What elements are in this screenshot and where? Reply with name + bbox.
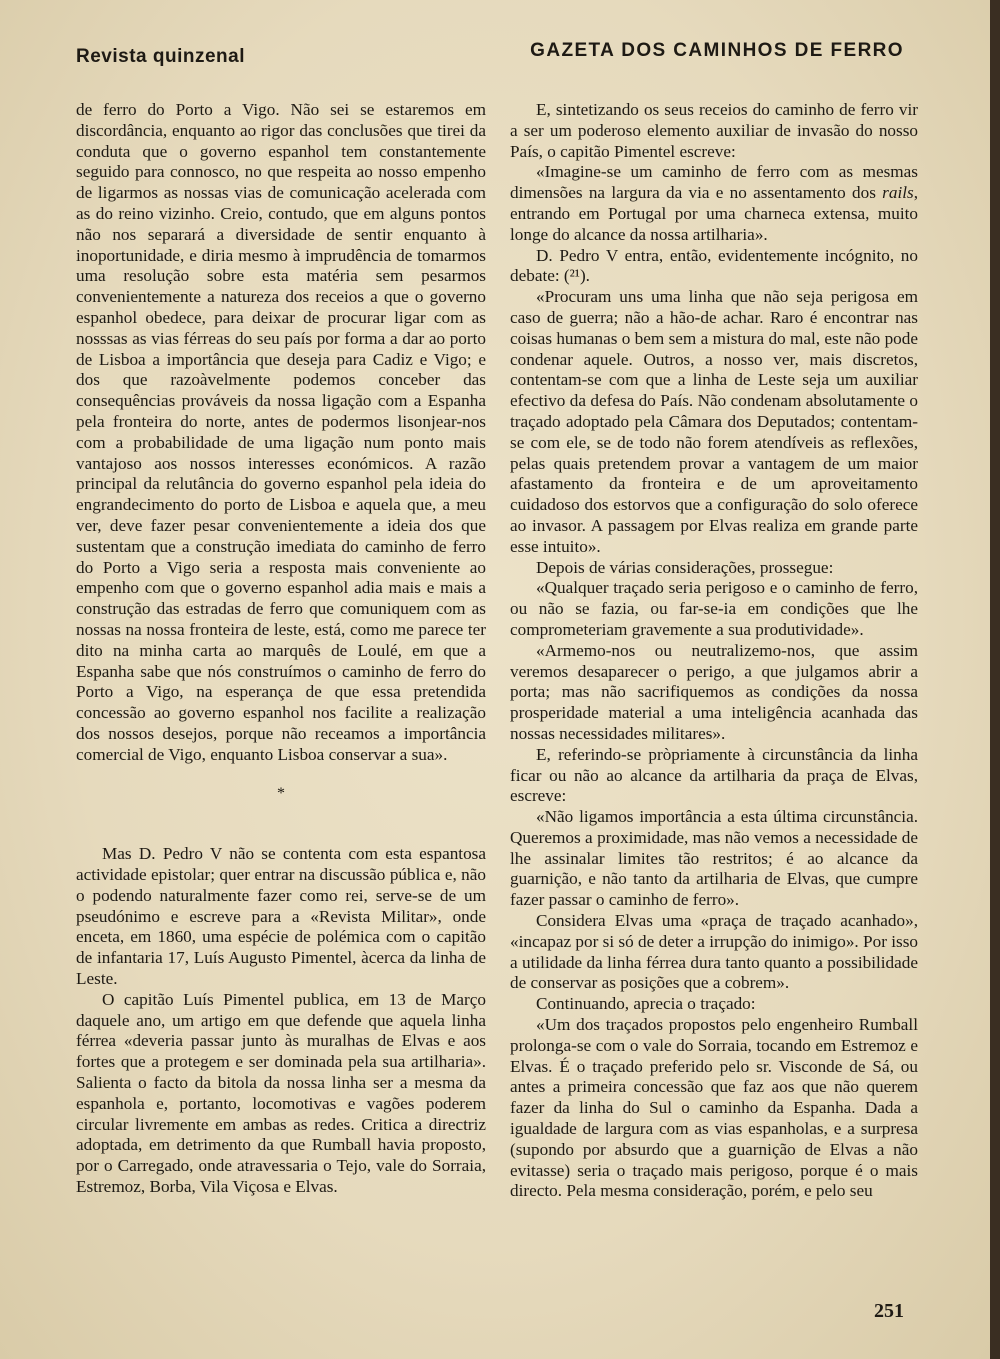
right-paragraph-8: E, referindo-se pròpriamente à circunstância da linha ficar ou não ao alcance da artilharia da praça de Elvas, escreve: [510, 744, 918, 806]
running-header [76, 38, 904, 68]
right-paragraph-4: «Procuram uns uma linha que não seja perigosa em caso de guerra; não a hão-de achar. Raro é encontrar nas coisas humanas o bem sem a mistura do mal, este não pode condenar aquele. Outros, a nosso ver, mais discretos, contentam-se com que a linha de Leste seja um auxiliar efectivo da defesa do País. Não condenam absolutamente o traçado adoptado pela Câmara dos Deputados; contentam-se com ele, se de todo não forem atendíveis as reflexões, pelas quais pretendem provar a vantagem de um maior afastamento da fronteira e de um aproveitamento cuidadoso dos estorvos que a configuração do solo oferece ao invasor. A passagem por Elvas realiza em grande parte esse intuito». [510, 287, 918, 556]
page-number: 251 [874, 1300, 904, 1322]
right-paragraph-2 [510, 162, 918, 245]
quote-part-a: «Imagine-se um caminho de ferro com as mesmas dimensões na largura da via e no assentamento dos [510, 162, 918, 203]
section-separator: * [277, 784, 285, 802]
right-paragraph-3: D. Pedro V entra, então, evidentemente incógnito, no debate: (²¹). [510, 245, 918, 286]
left-column [76, 100, 486, 1198]
right-paragraph-6: «Qualquer traçado seria perigoso e o caminho de ferro, ou não se fazia, ou far-se-ia em condições que lhe comprometeriam gravemente a sua produtividade». [510, 578, 918, 639]
right-paragraph-11: Continuando, aprecia o traçado: [536, 994, 756, 1014]
right-paragraph-7: «Armemo-nos ou neutralizemo-nos, que assim veremos desaparecer o perigo, a que julgamos abrir a porta; mas não sacrifiquemos as condições da nossa prosperidade material a uma inteligência acanhada das nossas necessidades militares». [510, 640, 918, 743]
rails-word: rails [882, 183, 914, 203]
right-paragraph-12: «Um dos traçados propostos pelo engenheiro Rumball prolonga-se com o vale do Sorraia, tocando em Estremoz e Elvas. É o traçado preferido pelo sr. Visconde de Sá, ou antes a primeira concessão que faz aos que não querem fazer da linha do Sul o caminho da Espanha. Dada a igualdade de largura com as vias espanholas, e a surpresa (supondo por absurdo que a guarnição de Elvas a não evitasse) seria o traçado mais perigoso, porque é o mais directo. Pela mesma consideração, porém, e pelo seu [510, 1015, 918, 1201]
right-paragraph-5: Depois de várias considerações, prossegue: [536, 557, 834, 577]
left-paragraph-3: O capitão Luís Pimentel publica, em 13 de Março daquele ano, um artigo em que defende que aquela linha férrea «deveria passar junto às muralhas de Elvas e aos fortes que a protegem e ser dominada pela sua artilharia». Salienta o facto da bitola da nossa linha ser a mesma da espanhola e, portanto, locomotivas e vagões poderem circular livremente em ambas as redes. Critica a directriz adoptada, em detrimento da que Rumball havia proposto, por o Carregado, onde atravessaria o Tejo, vale do Sorraia, Estremoz, Borba, Vila Viçosa e Elvas. [76, 989, 486, 1197]
right-paragraph-1: E, sintetizando os seus receios do caminho de ferro vir a ser um poderoso elemento auxiliar de invasão do nosso País, o capitão Pimentel escreve: [510, 100, 918, 161]
right-column [510, 100, 918, 1202]
right-paragraph-10: Considera Elvas uma «praça de traçado acanhado», «incapaz por si só de deter a irrupção do inimigo». Por isso a utilidade da linha férrea dura tanto quanto a possibilidade de conservar as posições que a cobrem». [510, 911, 918, 993]
quote-part-b: , entrando em Portugal por uma charneca extensa, muito longe do alcance da nossa artilharia». [510, 183, 918, 244]
left-paragraph-2: Mas D. Pedro V não se contenta com esta espantosa actividade epistolar; quer entrar na discussão pública e, não o podendo naturalmente fazer como rei, serve-se de um pseudónimo e escreve para a «Revista Militar», onde enceta, em 1860, uma espécie de polémica com o capitão de infantaria 17, Luís Augusto Pimentel, àcerca da linha de Leste. [76, 844, 486, 989]
header-magazine-title: GAZETA DOS CAMINHOS DE FERRO [530, 40, 904, 61]
header-periodicity: Revista quinzenal [76, 46, 245, 67]
left-paragraph-1: de ferro do Porto a Vigo. Não sei se estaremos em discordância, enquanto ao rigor das conclusões que tirei da conduta que o governo espanhol tem constantemente seguido para connosco, no que respeita ao nosso empenho de ligarmos as nossas vias de comunicação acelerada com as do reino vizinho. Creio, contudo, que em alguns pontos não nos separará a diversidade de sentir enquanto à inoportunidade, e diria mesmo à imprudência de tomarmos uma resolução sobre esta matéria sem pesarmos convenientemente a natureza dos receios a que o governo espanhol obedece, para deixar de procurar ligar com as nosssas as vias férreas do seu país por forma a dar ao porto de Lisboa a importância que deseja para Cadiz e Vigo; e dos que razoàvelmente podemos conceber das consequências prováveis da nossa ligação com a Espanha pela fronteira do norte, antes de podermos lisonjear-nos com a probabilidade de uma ligação num ponto mais vantajoso aos nossos interesses económicos. A razão principal da relutância do governo espanhol pela ideia do engrandecimento do porto de Lisboa e aquela que, a meu ver, deve fazer pesar convenientemente a ideia dos que sustentam que a construção imediata do caminho de ferro do Porto a Vigo seria a resposta mais conveniente ao empenho com que o governo espanhol adia mais e mais a construção das estradas de ferro que comuniquem com as nossas na nossa fronteira de leste, está, como me parece ter dito na minha carta ao marquês de Loulé, em que a Espanha sabe que nós construímos o caminho de ferro do Porto a Vigo, na esperança de que essa pretendida concessão ao governo espanhol nos facilite a realização dos nossos desejos, porque não receamos a importância comercial de Vigo, enquanto Lisboa conservar a sua». [76, 100, 486, 764]
right-paragraph-9: «Não ligamos importância a esta última circunstância. Queremos a proximidade, mas não vemos a necessidade de lhe assinalar limites tão restritos; é ao alcance da guarnição, e não tanto da artilharia de Elvas, que cumpre fazer passar o caminho de ferro». [510, 807, 918, 910]
